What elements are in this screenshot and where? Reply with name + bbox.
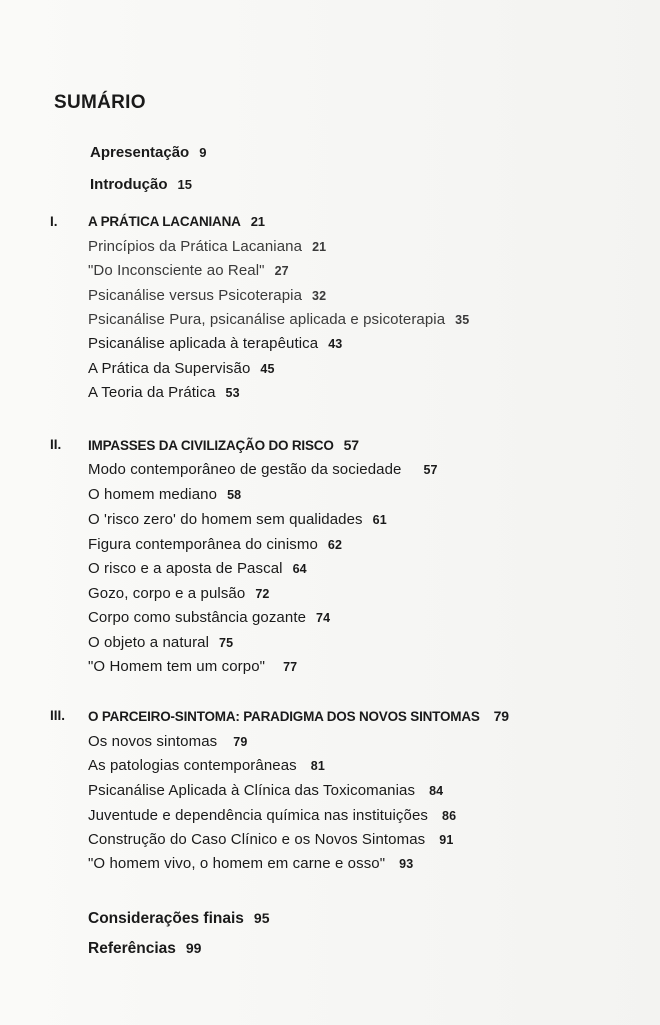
toc-item — [88, 782, 443, 799]
section-page: 57 — [343, 437, 359, 453]
item-label: Modo contemporâneo de gestão da sociedade — [88, 461, 402, 478]
toc-item — [88, 238, 326, 255]
toc-item — [88, 335, 342, 352]
item-page: 27 — [274, 264, 289, 278]
entry-page: 95 — [253, 910, 270, 926]
entry-label: Introdução — [90, 176, 168, 193]
item-page: 61 — [372, 513, 387, 527]
item-label: Psicanálise versus Psicoterapia — [88, 287, 303, 304]
item-page: 43 — [328, 337, 343, 351]
toc-entry-referencias — [88, 940, 201, 958]
item-label: A Prática da Supervisão — [88, 360, 251, 377]
item-page: 64 — [292, 562, 307, 576]
entry-label: Considerações finais — [88, 910, 244, 927]
toc-item — [88, 360, 275, 377]
section-title: A PRÁTICA LACANIANA — [88, 214, 241, 229]
section-page: 79 — [493, 708, 509, 724]
section-page: 21 — [250, 214, 265, 229]
item-label: Juventude e dependência química nas instituições — [88, 807, 429, 824]
section-numeral: II. — [50, 437, 62, 452]
item-page: 72 — [255, 587, 270, 601]
item-page: 79 — [233, 735, 248, 749]
page-title: SUMÁRIO — [54, 92, 146, 113]
entry-label: Referências — [88, 940, 176, 957]
toc-entry-consideracoes — [88, 910, 270, 928]
item-page: 57 — [423, 463, 438, 477]
toc-item — [88, 585, 269, 602]
section-numeral: III. — [50, 708, 66, 723]
item-page: 84 — [429, 784, 444, 798]
item-label: Psicanálise Aplicada à Clínica das Toxicomanias — [88, 782, 416, 799]
section-heading — [0, 214, 660, 236]
item-label: "O Homem tem um corpo" — [88, 658, 266, 675]
section-numeral: I. — [50, 214, 58, 229]
toc-entry-apresentacao — [90, 144, 206, 161]
toc-item — [88, 511, 387, 528]
item-label: Construção do Caso Clínico e os Novos Sintomas — [88, 831, 426, 848]
toc-item — [88, 287, 326, 304]
item-page: 21 — [312, 240, 327, 254]
item-label: A Teoria da Prática — [88, 384, 216, 401]
item-label: Os novos sintomas — [88, 733, 218, 750]
toc-item — [88, 658, 297, 675]
item-label: Psicanálise aplicada à terapêutica — [88, 335, 319, 352]
item-page: 86 — [442, 809, 457, 823]
item-label: As patologias contemporâneas — [88, 757, 297, 774]
item-page: 74 — [316, 611, 331, 625]
section-title-row — [88, 708, 509, 724]
section-title-row — [88, 437, 359, 453]
toc-item — [88, 733, 247, 750]
toc-item — [88, 560, 307, 577]
item-label: O risco e a aposta de Pascal — [88, 560, 283, 577]
section-heading — [0, 708, 660, 730]
toc-item — [88, 831, 453, 848]
item-label: Figura contemporânea do cinismo — [88, 536, 318, 553]
toc-item — [88, 634, 233, 651]
item-label: Corpo como substância gozante — [88, 609, 307, 626]
section-heading — [0, 437, 660, 459]
toc-item — [88, 461, 438, 478]
item-page: 77 — [283, 660, 298, 674]
item-label: O homem mediano — [88, 486, 218, 503]
toc-item — [88, 757, 325, 774]
toc-item — [88, 609, 330, 626]
toc-item — [88, 855, 413, 872]
item-label: Gozo, corpo e a pulsão — [88, 585, 246, 602]
item-page: 93 — [399, 857, 414, 871]
item-page: 62 — [327, 538, 342, 552]
toc-item — [88, 536, 342, 553]
section-title: O PARCEIRO-SINTOMA: PARADIGMA DOS NOVOS SINTOMAS — [88, 709, 480, 724]
item-label: "Do Inconsciente ao Real" — [88, 262, 265, 279]
item-label: O 'risco zero' do homem sem qualidades — [88, 511, 363, 528]
item-label: "O homem vivo, o homem em carne e osso" — [88, 855, 386, 872]
toc-item — [88, 486, 241, 503]
item-page: 91 — [439, 833, 454, 847]
entry-label: Apresentação — [90, 144, 190, 161]
toc-item — [88, 262, 289, 279]
item-label: O objeto a natural — [88, 634, 210, 651]
toc-item — [88, 384, 240, 401]
entry-page: 9 — [199, 145, 207, 160]
item-page: 45 — [260, 362, 275, 376]
toc-item — [88, 311, 469, 328]
section-title: IMPASSES DA CIVILIZAÇÃO DO RISCO — [88, 438, 334, 453]
item-page: 58 — [227, 488, 242, 502]
entry-page: 99 — [185, 940, 202, 956]
section-title-row — [88, 214, 265, 229]
item-page: 75 — [219, 636, 234, 650]
item-page: 32 — [312, 289, 327, 303]
entry-page: 15 — [177, 177, 192, 192]
item-label: Princípios da Prática Lacaniana — [88, 238, 303, 255]
item-label: Psicanálise Pura, psicanálise aplicada e psicoterapia — [88, 311, 446, 328]
item-page: 53 — [225, 386, 240, 400]
item-page: 81 — [310, 759, 325, 773]
toc-item — [88, 807, 456, 824]
toc-entry-introducao — [90, 176, 192, 193]
item-page: 35 — [455, 313, 470, 327]
